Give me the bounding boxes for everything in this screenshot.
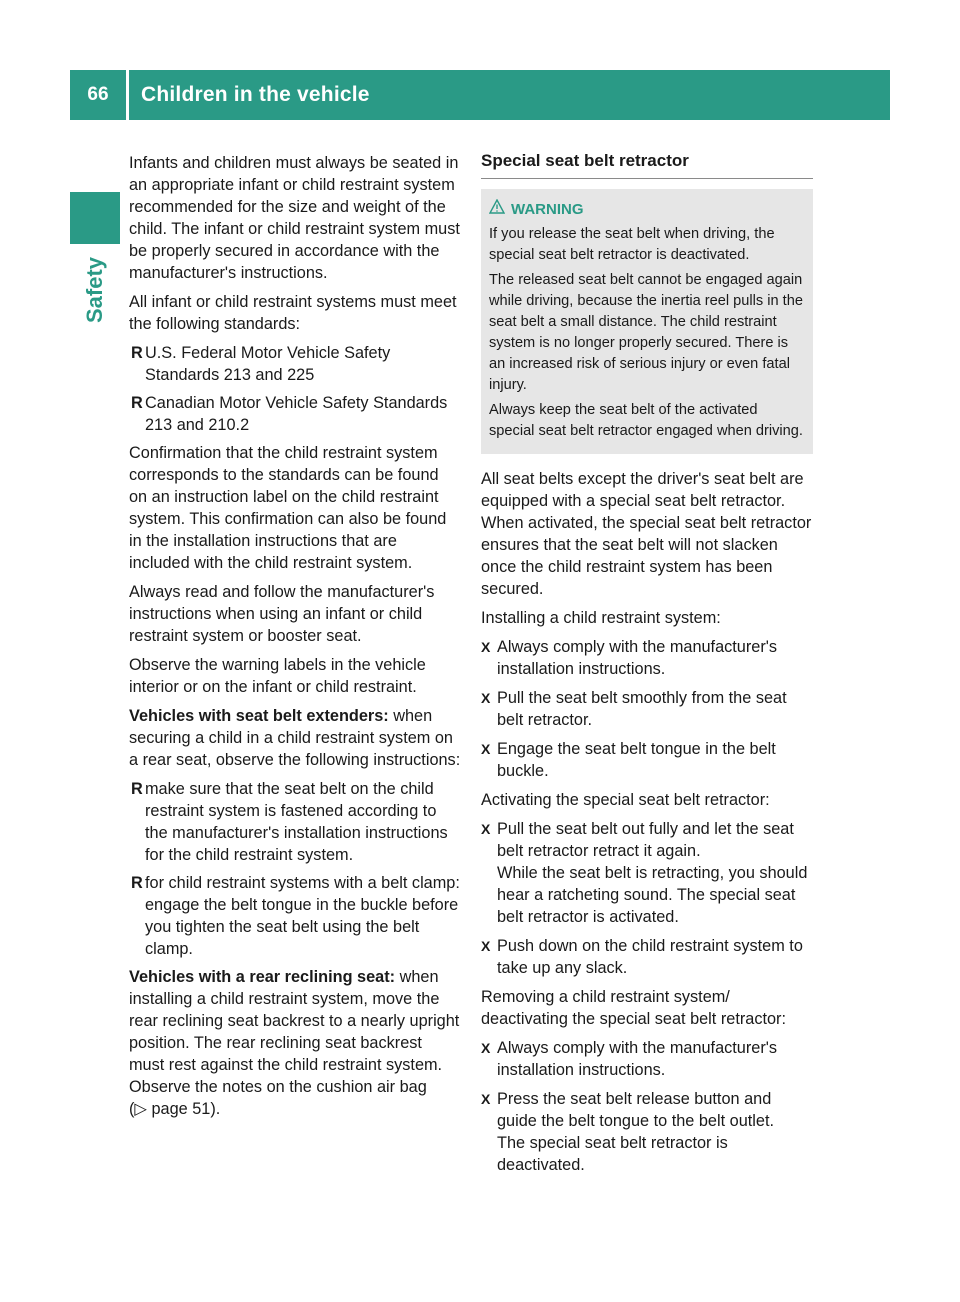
paragraph: Confirmation that the child restraint system corresponds to the standards can be found on an instruction label on the child restraint system. This confirmation can also be found in the installation instructions that are included with the child restraint system. (129, 444, 447, 572)
inline-heading: Vehicles with a rear reclining seat: (129, 968, 396, 986)
bullet-mark: R (131, 394, 143, 412)
step-marker-icon: X (481, 821, 491, 837)
warning-triangle-icon (489, 199, 505, 220)
warning-title (489, 199, 805, 220)
paragraph (129, 705, 461, 771)
paragraph: Removing a child restraint system/ deactivating the special seat belt retractor: (481, 988, 786, 1028)
bullet-mark: R (131, 874, 143, 892)
paragraph (129, 966, 461, 1120)
bullet-mark: R (131, 780, 143, 798)
section-heading: Special seat belt retractor (481, 150, 813, 179)
paragraph: Installing a child restraint system: (481, 609, 721, 627)
list-item (129, 392, 461, 436)
step-text: Engage the seat belt tongue in the belt buckle. (497, 740, 776, 780)
list-item-text: Canadian Motor Vehicle Safety Standards 213 and 210.2 (145, 394, 448, 434)
paragraph: All infant or child restraint systems must meet the following standards: (129, 293, 457, 333)
paragraph: All seat belts except the driver's seat belt are equipped with a special seat belt retractor. When activated, the special seat belt retractor ensures that the seat belt will not slacken once the child restraint system has been secured. (481, 470, 812, 598)
list-item (129, 872, 461, 960)
section-tab-marker (70, 192, 120, 244)
list-item (129, 342, 461, 386)
step-item (481, 687, 813, 731)
list-item (129, 778, 461, 866)
step-text: Pull the seat belt out fully and let the seat belt retractor retract it again. (497, 820, 794, 860)
page-number: 66 (87, 84, 109, 105)
warning-text: If you release the seat belt when driving, the special seat belt retractor is deactivated. (489, 226, 775, 263)
warning-text: The released seat belt cannot be engaged again while driving, because the inertia reel pulls in the seat belt a small distance. The child restraint system is no longer properly secured. There is an increased risk of serious injury or even fatal injury. (489, 272, 803, 393)
paragraph: Activating the special seat belt retractor: (481, 791, 770, 809)
step-text: Pull the seat belt smoothly from the seat belt retractor. (497, 689, 787, 729)
list-item-text: U.S. Federal Motor Vehicle Safety Standards 213 and 225 (145, 344, 391, 384)
step-text: Press the seat belt release button and guide the belt tongue to the belt outlet. (497, 1090, 774, 1130)
step-marker-icon: X (481, 938, 491, 954)
chapter-title: Children in the vehicle (141, 83, 370, 106)
step-item (481, 818, 813, 928)
right-column (481, 150, 813, 1183)
list-item-text: make sure that the seat belt on the child restraint system is fastened according to the manufacturer's installation instructions for the child restraint system. (145, 780, 448, 864)
paragraph: Observe the warning labels in the vehicle interior or on the infant or child restraint. (129, 656, 426, 696)
warning-box (481, 189, 813, 454)
step-item (481, 1088, 813, 1176)
step-marker-icon: X (481, 1040, 491, 1056)
step-note: The special seat belt retractor is deactivated. (497, 1134, 728, 1174)
list-item-text: for child restraint systems with a belt clamp: engage the belt tongue in the buckle before you tighten the seat belt using the belt clamp. (145, 874, 460, 958)
bullet-mark: R (131, 344, 143, 362)
step-marker-icon: X (481, 639, 491, 655)
step-text: Push down on the child restraint system to take up any slack. (497, 937, 803, 977)
paragraph-text: when securing a child in a child restraint system on a rear seat, observe the following instructions: (129, 707, 461, 769)
inline-heading: Vehicles with seat belt extenders: (129, 707, 389, 725)
step-marker-icon: X (481, 690, 491, 706)
step-text: Always comply with the manufacturer's installation instructions. (497, 638, 777, 678)
left-column (129, 152, 461, 1127)
paragraph: Always read and follow the manufacturer's instructions when using an infant or child restraint system or booster seat. (129, 583, 435, 645)
step-note: While the seat belt is retracting, you should hear a ratcheting sound. The special seat belt retractor is activated. (497, 864, 808, 926)
step-text: Always comply with the manufacturer's installation instructions. (497, 1039, 777, 1079)
section-side-label: Safety (82, 256, 107, 324)
step-marker-icon: X (481, 741, 491, 757)
step-item (481, 1037, 813, 1081)
warning-label: WARNING (511, 201, 584, 218)
page-reference-link[interactable]: (▷ page 51). (129, 1100, 221, 1118)
step-item (481, 738, 813, 782)
paragraph-text: when installing a child restraint system, move the rear reclining seat backrest to a nearly upright position. The rear reclining seat backrest must rest against the child restraint system. Observe the notes on the cushion air bag (129, 968, 460, 1096)
paragraph: Infants and children must always be seated in an appropriate infant or child restraint system recommended for the size and weight of the child. The infant or child restraint system must be properly secured in accordance with the manufacturer's instructions. (129, 154, 460, 282)
header-divider (126, 70, 129, 120)
step-marker-icon: X (481, 1091, 491, 1107)
step-item (481, 935, 813, 979)
step-item (481, 636, 813, 680)
warning-text: Always keep the seat belt of the activated special seat belt retractor engaged when driving. (489, 402, 803, 439)
